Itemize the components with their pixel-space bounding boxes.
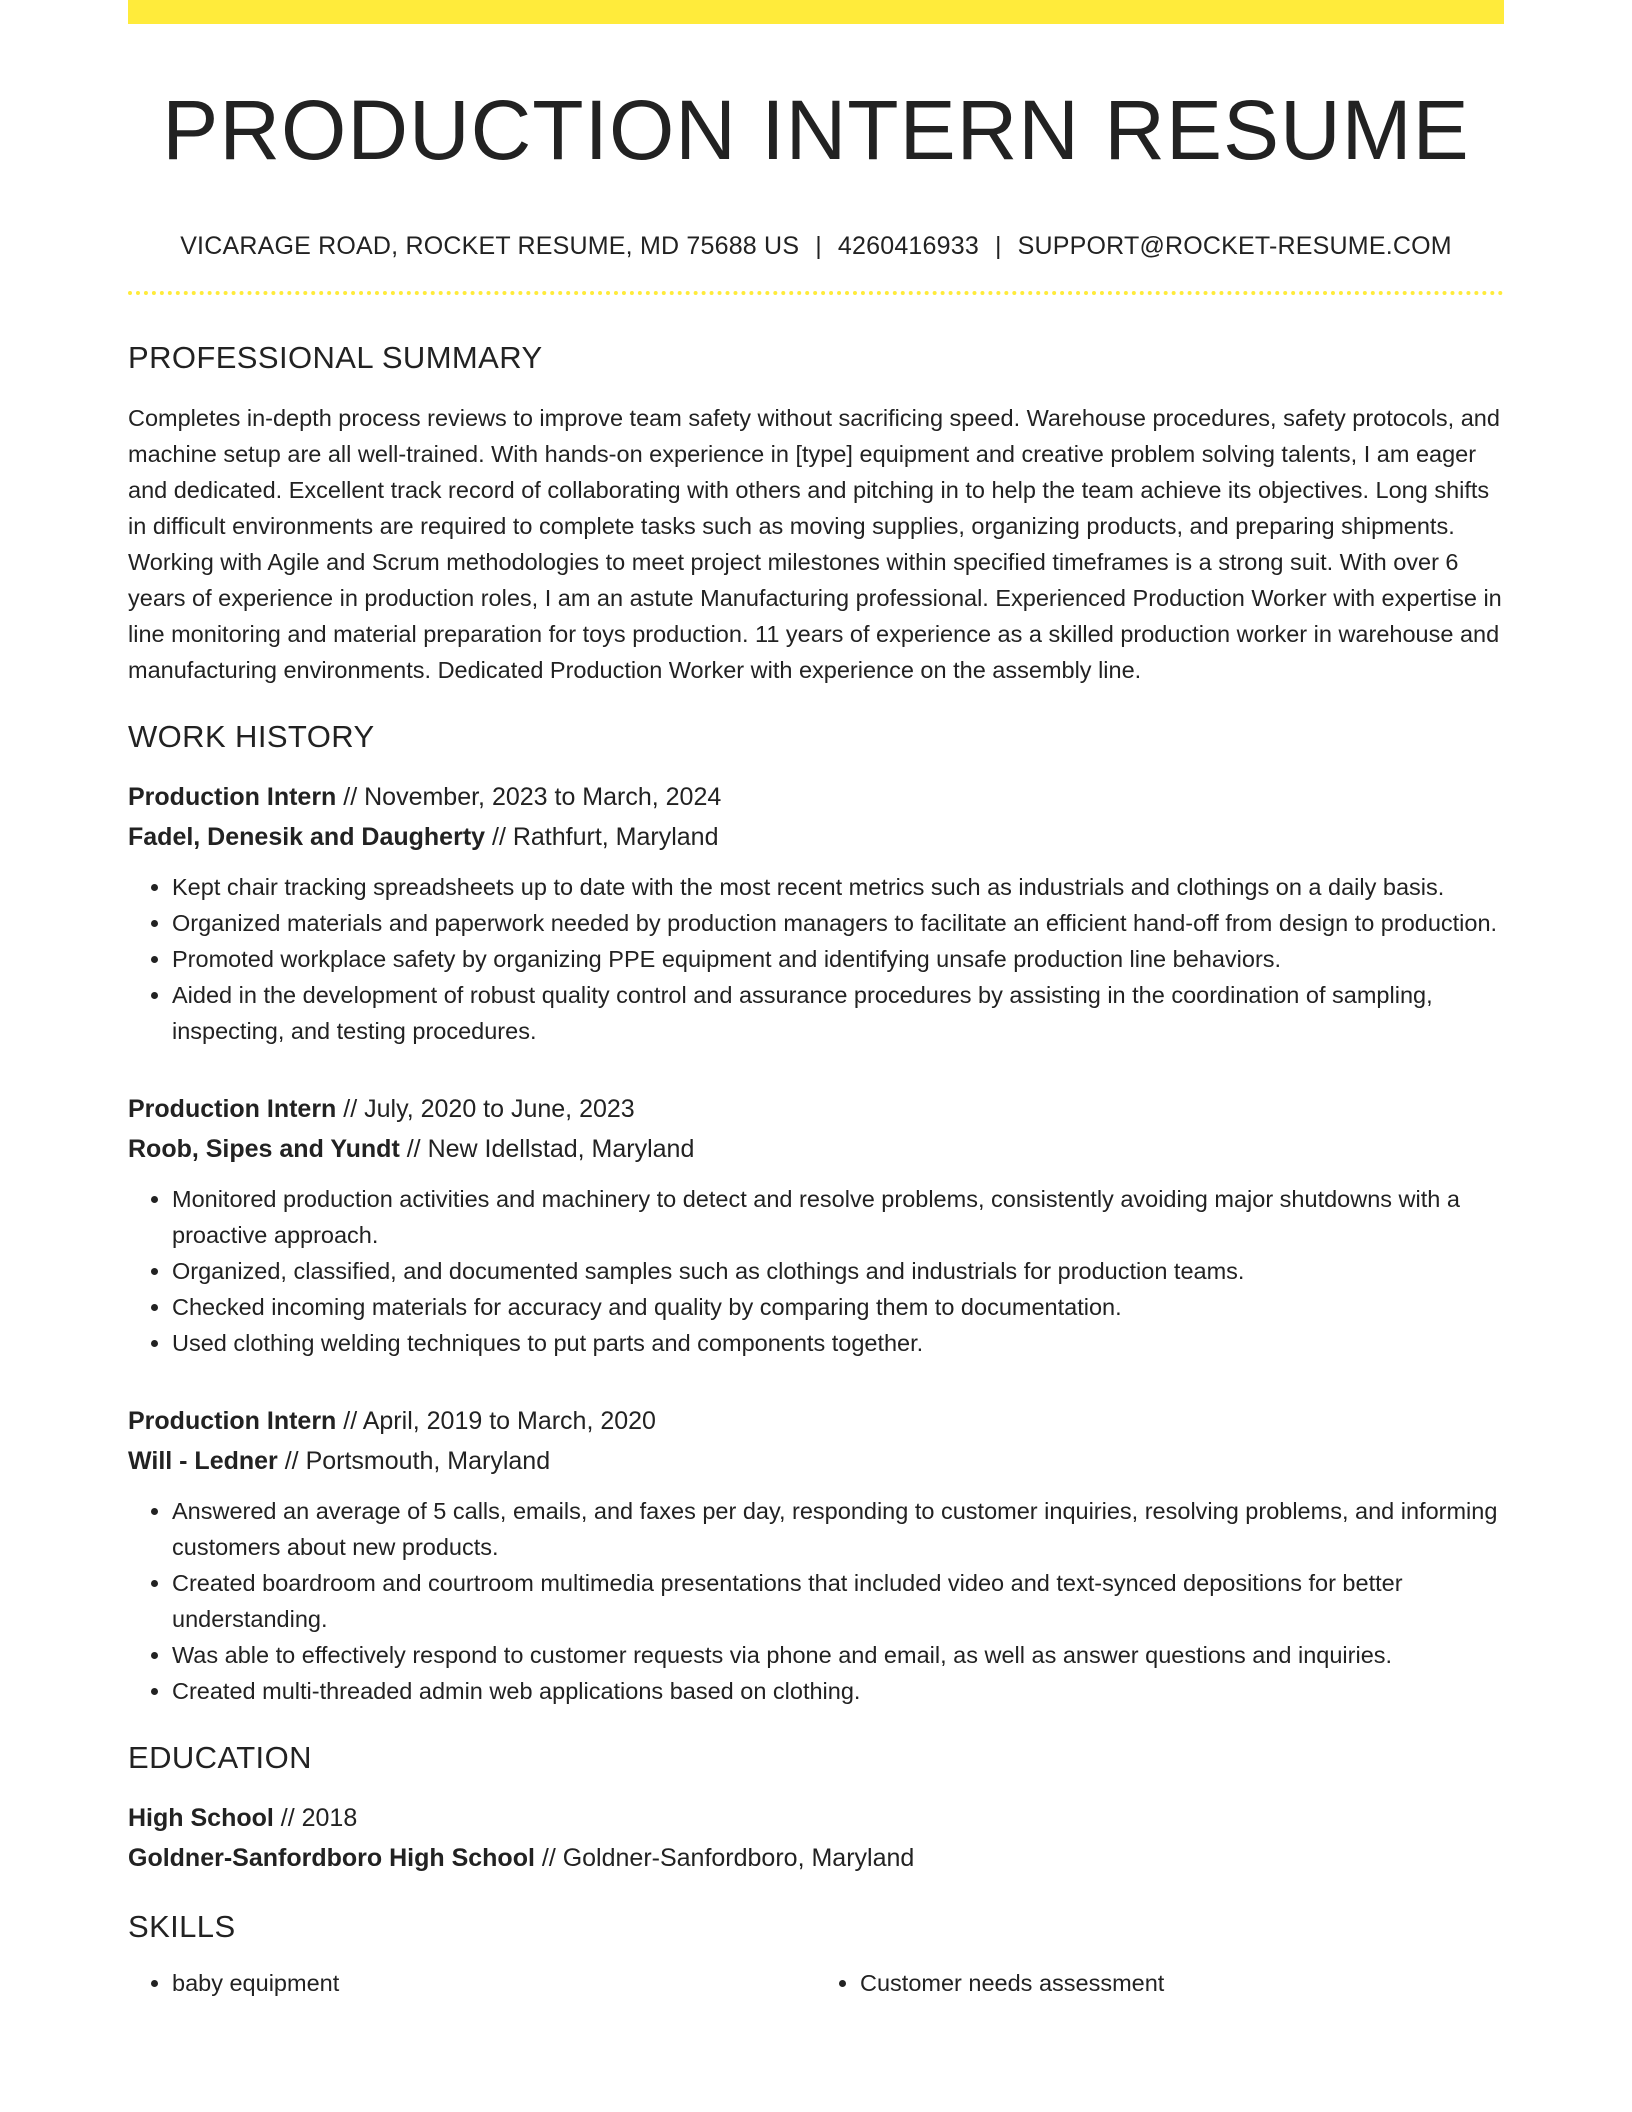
job-company-line (128, 1129, 1504, 1169)
skill-item: • Customer needs assessment (860, 1965, 1504, 2001)
contact-line (128, 231, 1504, 261)
job-title-line (128, 1401, 1504, 1441)
job-location: // Portsmouth, Maryland (277, 1446, 551, 1475)
job-company: Roob, Sipes and Yundt (128, 1134, 400, 1163)
contact-email: SUPPORT@ROCKET-RESUME.COM (1017, 231, 1452, 260)
job-title: Production Intern (128, 1406, 337, 1435)
job-bullets (128, 1181, 1504, 1361)
summary-text: Completes in-depth process reviews to improve team safety without sacrificing speed. Warehouse procedures, safety protocols, and machine setup are all well-trained. With hands-on experience in [type] equipment and creative problem solving talents, I am eager and dedicated. Excellent track record of collaborating with others and pitching in to help the team achieve its objectives. Long shifts in difficult environments are required to complete tasks such as moving supplies, organizing products, and preparing shipments. Working with Agile and Scrum methodologies to meet project milestones within specified timeframes is a strong suit. With over 6 years of experience in production roles, I am an astute Manufacturing professional. Experienced Production Worker with expertise in line monitoring and material preparation for toys production. 11 years of experience as a skilled production worker in warehouse and manufacturing environments. Dedicated Production Worker with experience on the assembly line. (128, 404, 1502, 683)
job-location: // Rathfurt, Maryland (485, 822, 719, 851)
job-entry (128, 1401, 1504, 1709)
work-history-heading: WORK HISTORY (128, 718, 375, 754)
job-bullets (128, 869, 1504, 1049)
job-bullet: • Was able to effectively respond to customer requests via phone and email, as well as answer questions and inquiries. (172, 1637, 1504, 1673)
job-title: Production Intern (128, 1094, 337, 1123)
job-dates: // April, 2019 to March, 2020 (336, 1406, 656, 1435)
education-location: // Goldner-Sanfordboro, Maryland (534, 1844, 915, 1873)
education-school-line (128, 1838, 1504, 1878)
job-company-line (128, 1441, 1504, 1481)
education-heading: EDUCATION (128, 1739, 312, 1775)
job-title-line (128, 777, 1504, 817)
job-title-line (128, 1089, 1504, 1129)
job-bullets (128, 1493, 1504, 1709)
summary-heading: PROFESSIONAL SUMMARY (128, 339, 543, 375)
skill-item: • baby equipment (172, 1965, 816, 2001)
resume-title: PRODUCTION INTERN RESUME (162, 83, 1470, 177)
job-entry (128, 1089, 1504, 1361)
job-location: // New Idellstad, Maryland (399, 1134, 695, 1163)
job-entry (128, 777, 1504, 1049)
contact-separator: | (815, 231, 822, 260)
education-school: Goldner-Sanfordboro High School (128, 1844, 535, 1873)
job-bullet: • Monitored production activities and machinery to detect and resolve problems, consistently avoiding major shutdowns with a proactive approach. (172, 1181, 1504, 1253)
job-bullet: • Promoted workplace safety by organizing PPE equipment and identifying unsafe production line behaviors. (172, 941, 1504, 977)
job-bullet: • Aided in the development of robust quality control and assurance procedures by assisting in the coordination of sampling, inspecting, and testing procedures. (172, 977, 1504, 1049)
skills-list (128, 1965, 1504, 2001)
skills-heading: SKILLS (128, 1909, 236, 1945)
job-title: Production Intern (128, 782, 337, 811)
top-accent-bar (128, 0, 1504, 24)
job-dates: // November, 2023 to March, 2024 (336, 782, 722, 811)
contact-separator: | (994, 231, 1002, 260)
job-dates: // July, 2020 to June, 2023 (336, 1094, 635, 1123)
job-bullet: • Organized materials and paperwork needed by production managers to facilitate an efficient hand-off from design to production. (172, 905, 1504, 941)
education-degree: High School (128, 1804, 274, 1833)
job-bullet: • Organized, classified, and documented samples such as clothings and industrials for production teams. (172, 1253, 1504, 1289)
job-company-line (128, 817, 1504, 857)
contact-phone: 4260416933 (837, 231, 979, 260)
skills-column-left (128, 1965, 816, 2001)
job-bullet: • Used clothing welding techniques to put parts and components together. (172, 1325, 1504, 1361)
job-bullet: • Kept chair tracking spreadsheets up to date with the most recent metrics such as industrials and clothings on a daily basis. (172, 869, 1504, 905)
job-bullet: • Checked incoming materials for accuracy and quality by comparing them to documentation. (172, 1289, 1504, 1325)
job-bullet: • Answered an average of 5 calls, emails, and faxes per day, responding to customer inquiries, resolving problems, and informing customers about new products. (172, 1493, 1504, 1565)
contact-address: VICARAGE ROAD, ROCKET RESUME, MD 75688 US (180, 231, 800, 260)
education-entry (128, 1798, 1504, 1878)
job-company: Fadel, Denesik and Daugherty (128, 822, 486, 851)
job-bullet: • Created boardroom and courtroom multimedia presentations that included video and text-synced depositions for better understanding. (172, 1565, 1504, 1637)
job-company: Will - Ledner (128, 1446, 278, 1475)
education-year: // 2018 (273, 1804, 358, 1833)
education-degree-line (128, 1798, 1504, 1838)
resume-page (128, 0, 1504, 2001)
dotted-divider (128, 291, 1504, 295)
job-bullet: • Created multi-threaded admin web applications based on clothing. (172, 1673, 1504, 1709)
skills-column-right (816, 1965, 1504, 2001)
